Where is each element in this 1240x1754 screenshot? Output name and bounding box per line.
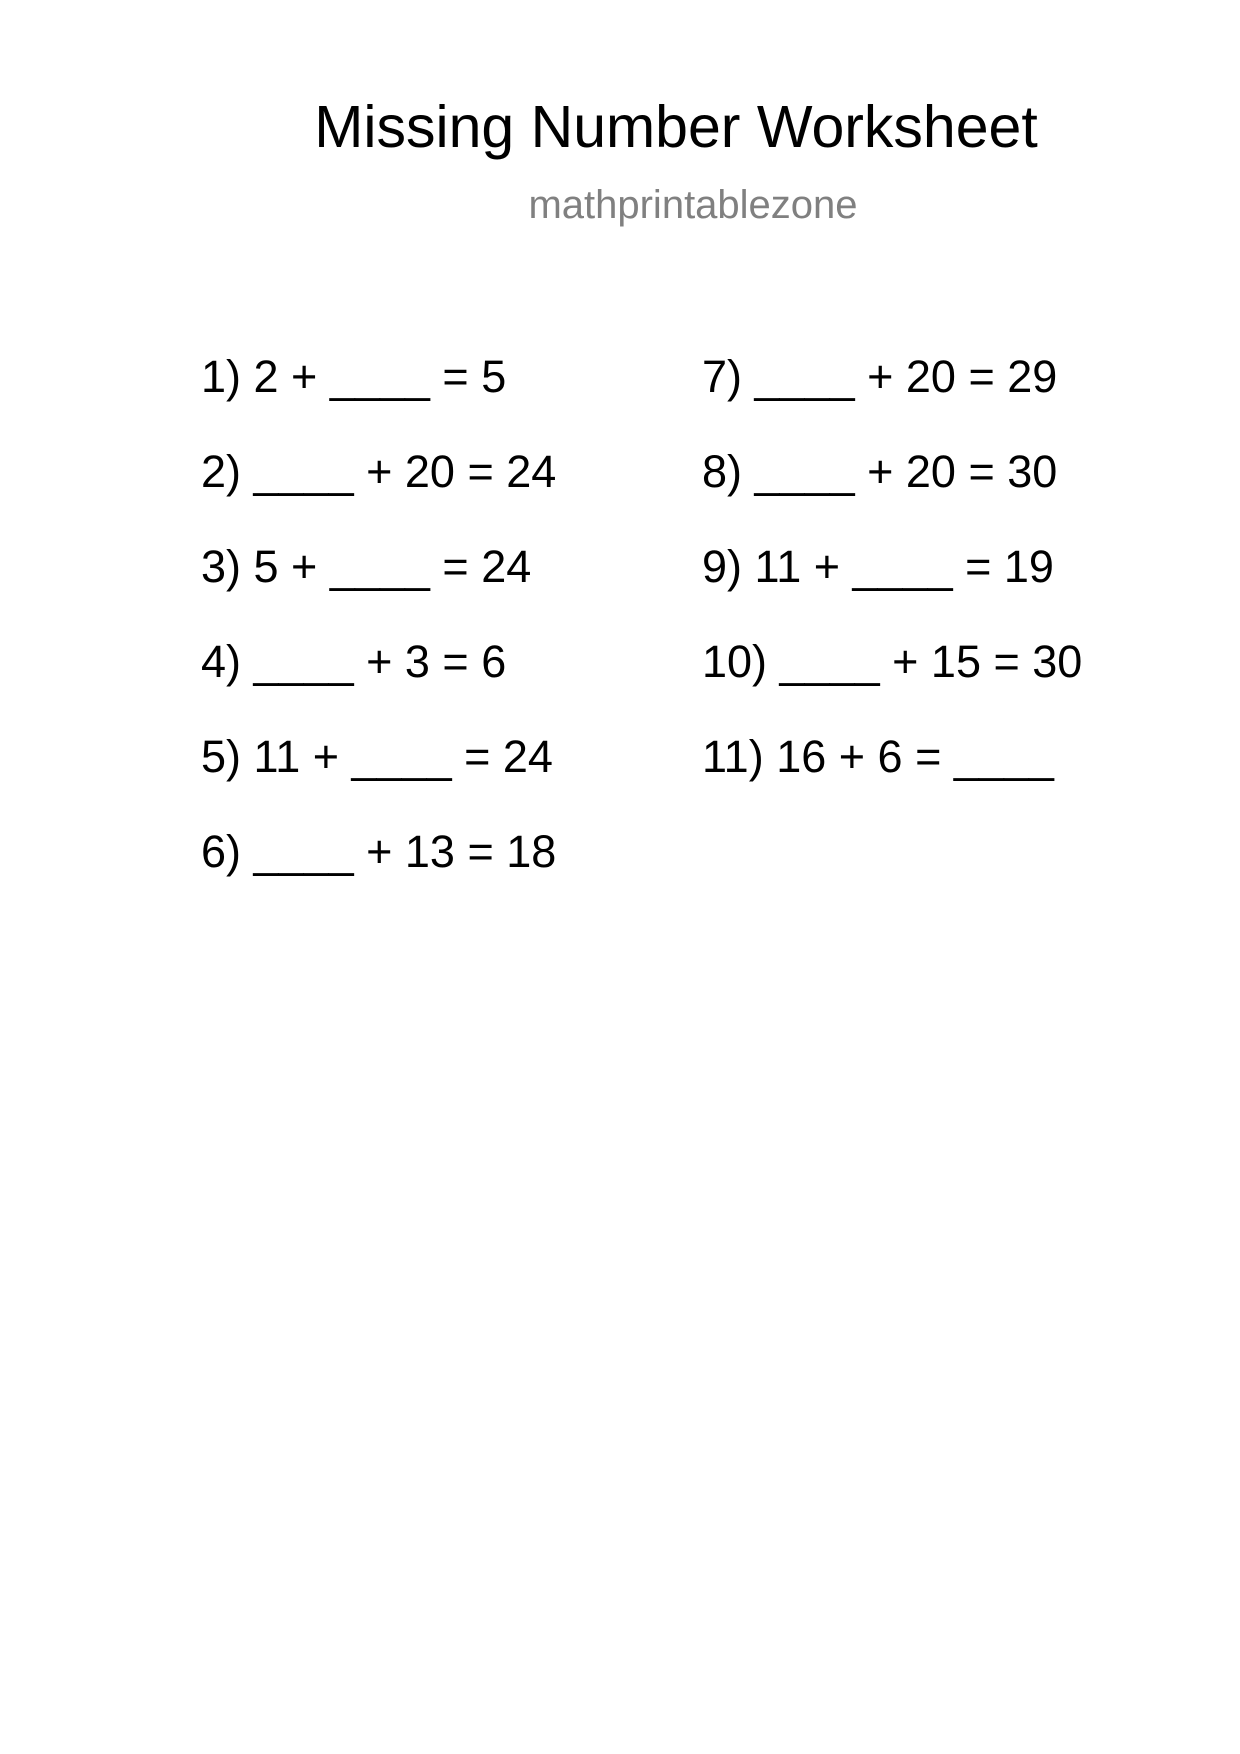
problem-4: 4) ____ + 3 = 6	[201, 636, 507, 687]
problem-6: 6) ____ + 13 = 18	[201, 826, 557, 877]
worksheet-title: Missing Number Worksheet	[314, 94, 1038, 160]
problem-7: 7) ____ + 20 = 29	[702, 351, 1058, 402]
worksheet-source: mathprintablezone	[528, 183, 858, 227]
problem-11: 11) 16 + 6 = ____	[702, 731, 1054, 782]
problems-column-right	[702, 352, 1082, 827]
problem-2: 2) ____ + 20 = 24	[201, 446, 557, 497]
problem-5: 5) 11 + ____ = 24	[201, 731, 553, 782]
problem-3: 3) 5 + ____ = 24	[201, 541, 532, 592]
problem-9: 9) 11 + ____ = 19	[702, 541, 1054, 592]
problem-10: 10) ____ + 15 = 30	[702, 636, 1083, 687]
problems-column-left	[201, 352, 556, 922]
problem-8: 8) ____ + 20 = 30	[702, 446, 1058, 497]
problem-1: 1) 2 + ____ = 5	[201, 351, 507, 402]
